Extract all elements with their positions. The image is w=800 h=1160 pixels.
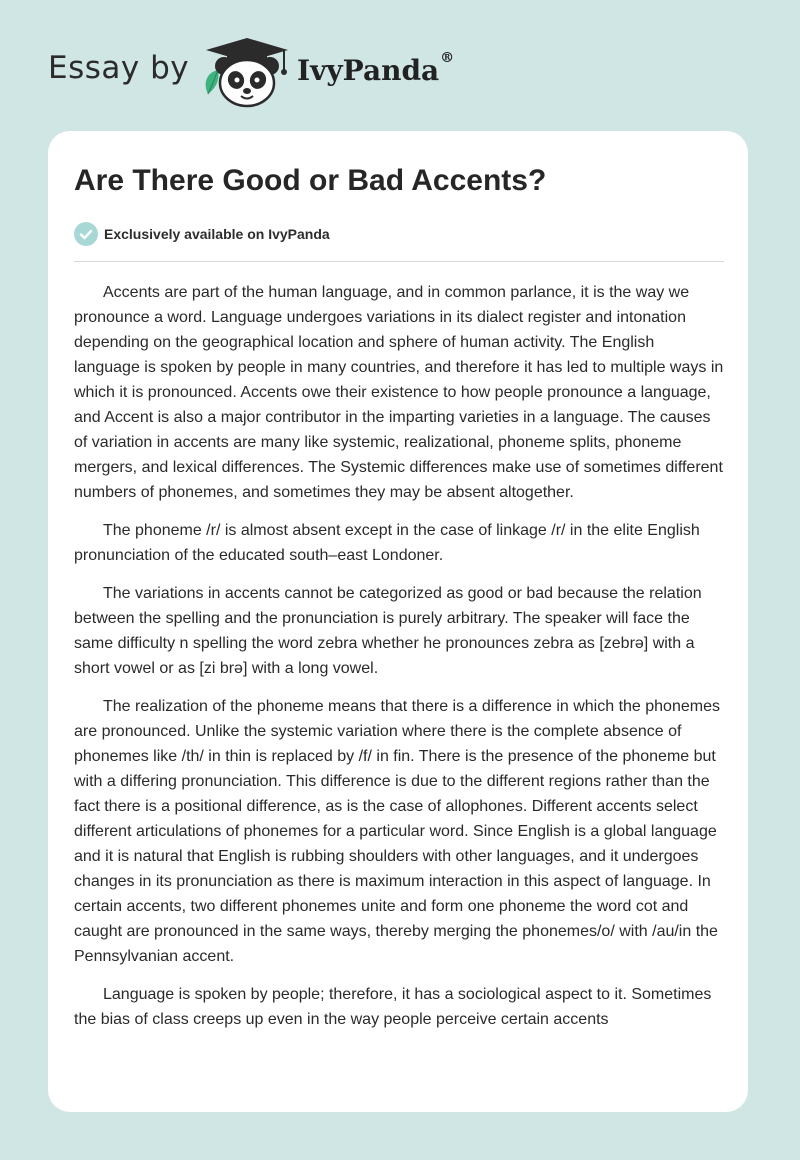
exclusive-badge <box>74 222 330 246</box>
panda-graduate-logo-icon[interactable] <box>200 36 295 108</box>
paragraph: The variations in accents cannot be categorized as good or bad because the relation between the spelling and the pronunciation is purely arbitrary. The speaker will face the same difficulty n spelling the word zebra whether he pronounces zebra as [zebrə] with a short vowel or as [zi brə] with a long vowel. <box>74 585 702 677</box>
essay-body <box>74 280 724 1045</box>
brand-name[interactable] <box>297 50 455 87</box>
essay-by-label: Essay by <box>48 50 190 86</box>
divider <box>74 261 724 262</box>
registered-mark: ® <box>440 50 455 66</box>
brand-text: IvyPanda <box>297 54 440 87</box>
check-circle-icon <box>74 222 98 246</box>
exclusive-badge-text: Exclusively available on IvyPanda <box>104 226 330 242</box>
essay-card <box>48 131 748 1112</box>
paragraph: The phoneme /r/ is almost absent except in the case of linkage /r/ in the elite English pronunciation of the educated south–east Londoner. <box>74 522 700 564</box>
site-header <box>0 0 800 130</box>
essay-title: Are There Good or Bad Accents? <box>74 164 547 197</box>
paragraph: Accents are part of the human language, and in common parlance, it is the way we pronounce a word. Language undergoes variations in its dialect register and intonation depending on the geographical location and sphere of human activity. The English language is spoken by people in many countries, and therefore it has led to multiple ways in which it is pronounced. Accents owe their existence to how people pronounce a language, and Accent is also a major contributor in the imparting varieties in a language. The causes of variation in accents are many like systemic, realizational, phoneme splits, phoneme mergers, and lexical differences. The Systemic differences make use of sometimes different numbers of phonemes, and sometimes they may be absent altogether. <box>74 284 724 501</box>
paragraph: Language is spoken by people; therefore, it has a sociological aspect to it. Sometimes the bias of class creeps up even in the way people perceive certain accents <box>74 986 712 1028</box>
paragraph: The realization of the phoneme means that there is a difference in which the phonemes are pronounced. Unlike the systemic variation where there is the complete absence of phonemes like /th/ in thin is replaced by /f/ in fin. There is the presence of the phoneme but with a differing pronunciation. This difference is due to the different regions rather than the fact there is a positional difference, as is the case of allophones. Different accents select different articulations of phonemes for a particular word. Since English is a global language and it is natural that English is rubbing shoulders with other languages, and it undergoes changes in its pronunciation as there is maximum interaction in this aspect of language. In certain accents, two different phonemes unite and form one phoneme the word cot and caught are pronounced in the same ways, thereby merging the phonemes/o/ with /au/in the Pennsylvanian accent. <box>74 698 720 965</box>
